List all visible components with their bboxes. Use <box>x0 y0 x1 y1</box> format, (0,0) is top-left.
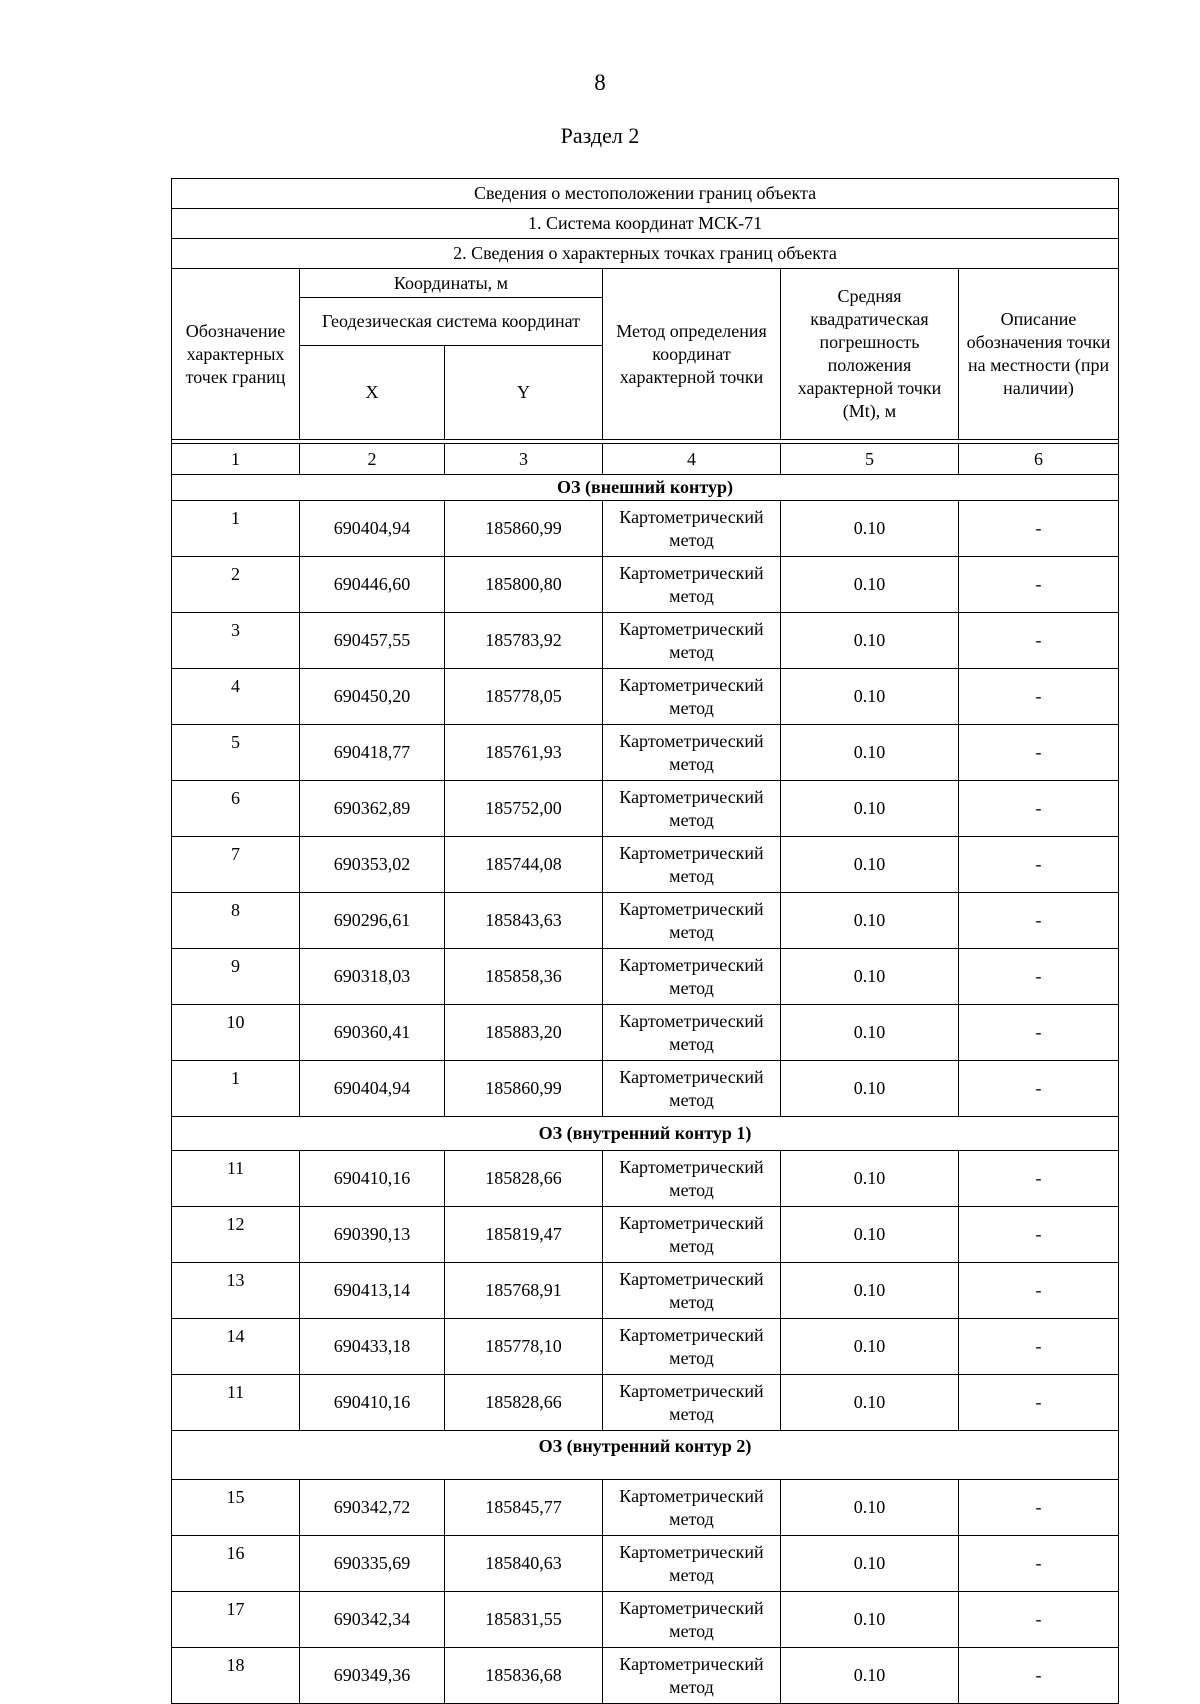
description: - <box>959 1207 1119 1263</box>
method: Картометрический метод <box>603 1319 781 1375</box>
table-row <box>172 1207 1119 1263</box>
error-value: 0.10 <box>781 501 959 557</box>
coord-system-label: 1. Система координат МСК-71 <box>172 209 1119 239</box>
point-number: 18 <box>172 1648 300 1704</box>
description: - <box>959 1151 1119 1207</box>
method: Картометрический метод <box>603 669 781 725</box>
coord-y: 185858,36 <box>445 949 603 1005</box>
error-value: 0.10 <box>781 1151 959 1207</box>
description: - <box>959 1536 1119 1592</box>
method: Картометрический метод <box>603 893 781 949</box>
coord-x: 690342,34 <box>300 1592 445 1648</box>
error-value: 0.10 <box>781 1375 959 1431</box>
description: - <box>959 725 1119 781</box>
coord-y: 185783,92 <box>445 613 603 669</box>
point-number: 6 <box>172 781 300 837</box>
method: Картометрический метод <box>603 1005 781 1061</box>
header-error: Средняя квадратическая погрешность положения характерной точки (Mt), м <box>781 269 959 440</box>
method: Картометрический метод <box>603 1648 781 1704</box>
point-number: 11 <box>172 1375 300 1431</box>
description: - <box>959 501 1119 557</box>
coord-x: 690296,61 <box>300 893 445 949</box>
coord-x: 690342,72 <box>300 1480 445 1536</box>
table-row <box>172 1592 1119 1648</box>
point-number: 8 <box>172 893 300 949</box>
coord-y: 185768,91 <box>445 1263 603 1319</box>
table-row <box>172 1319 1119 1375</box>
column-number: 6 <box>959 444 1119 475</box>
table-row <box>172 725 1119 781</box>
coord-x: 690353,02 <box>300 837 445 893</box>
point-number: 14 <box>172 1319 300 1375</box>
method: Картометрический метод <box>603 949 781 1005</box>
header-designation: Обозначение характерных точек границ <box>172 269 300 440</box>
point-number: 15 <box>172 1480 300 1536</box>
table-title: Сведения о местоположении границ объекта <box>172 179 1119 209</box>
description: - <box>959 1005 1119 1061</box>
table-row <box>172 1648 1119 1704</box>
point-number: 13 <box>172 1263 300 1319</box>
error-value: 0.10 <box>781 1536 959 1592</box>
method: Картометрический метод <box>603 613 781 669</box>
method: Картометрический метод <box>603 1061 781 1117</box>
error-value: 0.10 <box>781 1005 959 1061</box>
point-number: 4 <box>172 669 300 725</box>
error-value: 0.10 <box>781 669 959 725</box>
coord-y: 185845,77 <box>445 1480 603 1536</box>
point-number: 7 <box>172 837 300 893</box>
contour-title: ОЗ (внутренний контур 1) <box>172 1117 1119 1151</box>
coord-y: 185761,93 <box>445 725 603 781</box>
description: - <box>959 949 1119 1005</box>
method: Картометрический метод <box>603 1480 781 1536</box>
header-description: Описание обозначения точки на местности (при наличии) <box>959 269 1119 440</box>
point-number: 12 <box>172 1207 300 1263</box>
description: - <box>959 557 1119 613</box>
description: - <box>959 1592 1119 1648</box>
coord-x: 690404,94 <box>300 1061 445 1117</box>
coord-y: 185752,00 <box>445 781 603 837</box>
description: - <box>959 781 1119 837</box>
method: Картометрический метод <box>603 1263 781 1319</box>
section-title: Раздел 2 <box>560 123 640 148</box>
point-number: 5 <box>172 725 300 781</box>
coord-x: 690410,16 <box>300 1375 445 1431</box>
coord-y: 185840,63 <box>445 1536 603 1592</box>
table-row <box>172 1263 1119 1319</box>
description: - <box>959 1648 1119 1704</box>
coord-x: 690457,55 <box>300 613 445 669</box>
method: Картометрический метод <box>603 557 781 613</box>
point-number: 17 <box>172 1592 300 1648</box>
table-row <box>172 1375 1119 1431</box>
error-value: 0.10 <box>781 1263 959 1319</box>
table-row <box>172 949 1119 1005</box>
table-row <box>172 837 1119 893</box>
contour-title: ОЗ (внешний контур) <box>172 475 1119 501</box>
method: Картометрический метод <box>603 1375 781 1431</box>
error-value: 0.10 <box>781 1207 959 1263</box>
points-heading: 2. Сведения о характерных точках границ объекта <box>172 239 1119 269</box>
method: Картометрический метод <box>603 1536 781 1592</box>
table-row <box>172 781 1119 837</box>
point-number: 10 <box>172 1005 300 1061</box>
boundary-table <box>171 178 1119 1704</box>
table-row <box>172 613 1119 669</box>
description: - <box>959 669 1119 725</box>
contour-row <box>172 1431 1119 1480</box>
description: - <box>959 893 1119 949</box>
table-row <box>172 501 1119 557</box>
column-number: 2 <box>300 444 445 475</box>
coord-y: 185778,05 <box>445 669 603 725</box>
description: - <box>959 613 1119 669</box>
error-value: 0.10 <box>781 1319 959 1375</box>
coord-y: 185819,47 <box>445 1207 603 1263</box>
point-number: 1 <box>172 1061 300 1117</box>
contour-title: ОЗ (внутренний контур 2) <box>172 1431 1119 1480</box>
coord-x: 690413,14 <box>300 1263 445 1319</box>
coord-x: 690450,20 <box>300 669 445 725</box>
table-row <box>172 1061 1119 1117</box>
column-number: 3 <box>445 444 603 475</box>
error-value: 0.10 <box>781 1592 959 1648</box>
column-number: 1 <box>172 444 300 475</box>
error-value: 0.10 <box>781 893 959 949</box>
error-value: 0.10 <box>781 557 959 613</box>
coord-y: 185843,63 <box>445 893 603 949</box>
coord-x: 690418,77 <box>300 725 445 781</box>
column-number: 4 <box>603 444 781 475</box>
coord-y: 185800,80 <box>445 557 603 613</box>
coord-y: 185778,10 <box>445 1319 603 1375</box>
coord-x: 690433,18 <box>300 1319 445 1375</box>
coord-y: 185744,08 <box>445 837 603 893</box>
error-value: 0.10 <box>781 725 959 781</box>
coord-y: 185836,68 <box>445 1648 603 1704</box>
error-value: 0.10 <box>781 837 959 893</box>
coord-y: 185860,99 <box>445 1061 603 1117</box>
header-geodetic: Геодезическая система координат <box>300 298 603 346</box>
point-number: 16 <box>172 1536 300 1592</box>
method: Картометрический метод <box>603 501 781 557</box>
method: Картометрический метод <box>603 725 781 781</box>
boundary-table-body <box>172 179 1119 1704</box>
contour-row <box>172 475 1119 501</box>
column-number: 5 <box>781 444 959 475</box>
error-value: 0.10 <box>781 949 959 1005</box>
table-row <box>172 1005 1119 1061</box>
description: - <box>959 1375 1119 1431</box>
table-row <box>172 1536 1119 1592</box>
error-value: 0.10 <box>781 1061 959 1117</box>
method: Картометрический метод <box>603 1592 781 1648</box>
coord-x: 690335,69 <box>300 1536 445 1592</box>
coord-x: 690360,41 <box>300 1005 445 1061</box>
coord-x: 690410,16 <box>300 1151 445 1207</box>
table-row <box>172 893 1119 949</box>
point-number: 11 <box>172 1151 300 1207</box>
description: - <box>959 1263 1119 1319</box>
point-number: 3 <box>172 613 300 669</box>
error-value: 0.10 <box>781 1480 959 1536</box>
contour-row <box>172 1117 1119 1151</box>
point-number: 9 <box>172 949 300 1005</box>
method: Картометрический метод <box>603 837 781 893</box>
description: - <box>959 1480 1119 1536</box>
coord-x: 690446,60 <box>300 557 445 613</box>
table-row <box>172 1480 1119 1536</box>
coord-y: 185883,20 <box>445 1005 603 1061</box>
coord-x: 690404,94 <box>300 501 445 557</box>
method: Картометрический метод <box>603 1151 781 1207</box>
description: - <box>959 1319 1119 1375</box>
coord-x: 690318,03 <box>300 949 445 1005</box>
page-number: 8 <box>594 70 606 95</box>
coord-x: 690390,13 <box>300 1207 445 1263</box>
table-row <box>172 669 1119 725</box>
error-value: 0.10 <box>781 613 959 669</box>
header-y: Y <box>445 346 603 440</box>
description: - <box>959 837 1119 893</box>
coord-x: 690349,36 <box>300 1648 445 1704</box>
point-number: 1 <box>172 501 300 557</box>
coord-y: 185860,99 <box>445 501 603 557</box>
header-x: X <box>300 346 445 440</box>
method: Картометрический метод <box>603 781 781 837</box>
error-value: 0.10 <box>781 1648 959 1704</box>
header-coordinates: Координаты, м <box>300 269 603 298</box>
coord-x: 690362,89 <box>300 781 445 837</box>
header-method: Метод определения координат характерной точки <box>603 269 781 440</box>
method: Картометрический метод <box>603 1207 781 1263</box>
coord-y: 185831,55 <box>445 1592 603 1648</box>
coord-y: 185828,66 <box>445 1375 603 1431</box>
description: - <box>959 1061 1119 1117</box>
error-value: 0.10 <box>781 781 959 837</box>
coord-y: 185828,66 <box>445 1151 603 1207</box>
table-row <box>172 1151 1119 1207</box>
table-row <box>172 557 1119 613</box>
point-number: 2 <box>172 557 300 613</box>
